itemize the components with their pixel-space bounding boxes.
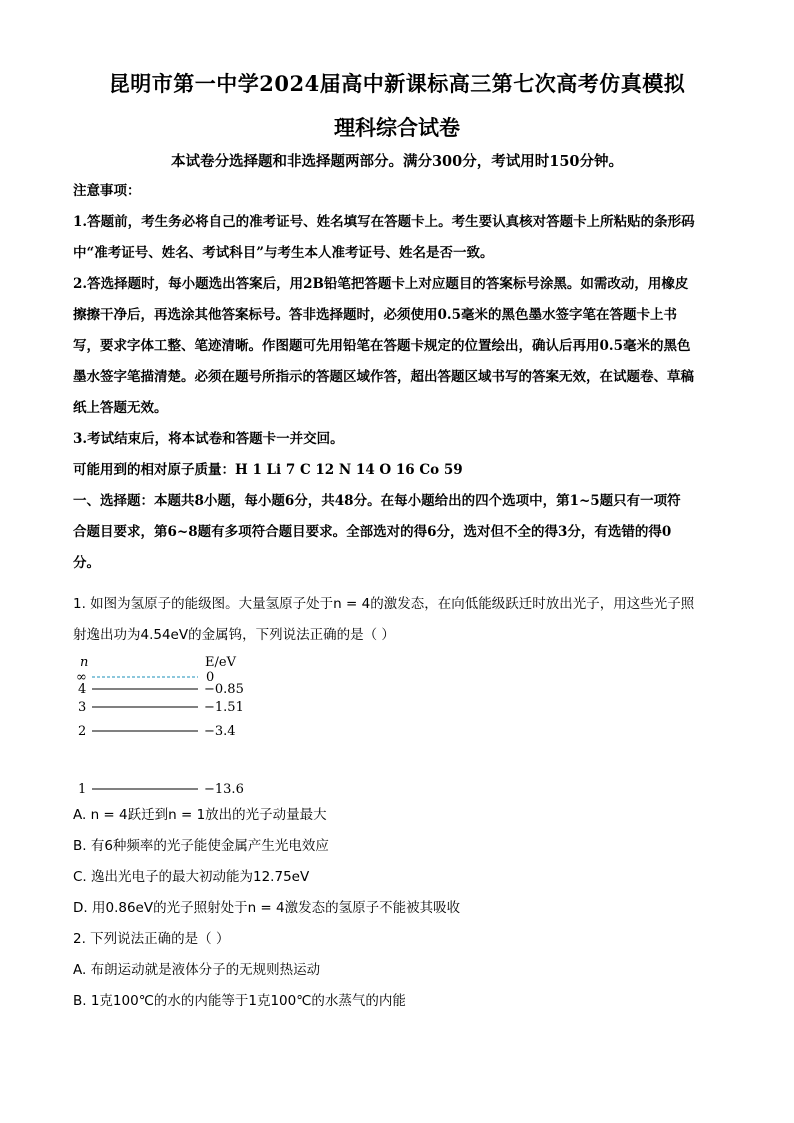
exam-title-line2: 理科综合试卷 — [334, 115, 460, 140]
q2-option-b: B. 1克100℃的水的内能等于1克100℃的水蒸气的内能 — [73, 993, 406, 1009]
q1-stem-line-2: 射逸出功为4.54eV的金属钨，下列说法正确的是（ ） — [73, 627, 395, 643]
atomic-masses: 可能用到的相对原子质量：H 1 Li 7 C 12 N 14 O 16 Co 59 — [73, 462, 463, 478]
q1-option-d: D. 用0.86eV的光子照射处于n = 4激发态的氢原子不能被其吸收 — [73, 900, 461, 916]
energy-level-diagram — [70, 652, 330, 802]
q1-option-a: A. n = 4跃迁到n = 1放出的光子动量最大 — [73, 807, 327, 823]
note-1-line-1: 1.答题前，考生务必将自己的准考证号、姓名填写在答题卡上。考生要认真核对答题卡上所粘贴的条形码 — [73, 214, 695, 230]
note-2-line-4: 墨水签字笔描清楚。必须在题号所指示的答题区域作答，超出答题区域书写的答案无效，在试题卷、草稿 — [73, 369, 694, 385]
notes-heading: 注意事项： — [73, 183, 141, 199]
level-inf-n: ∞ — [76, 670, 87, 685]
level-4-n: 4 — [78, 682, 87, 697]
level-1-n: 1 — [78, 782, 87, 797]
level-1-E: −13.6 — [204, 782, 244, 797]
note-3: 3.考试结束后，将本试卷和答题卡一并交回。 — [73, 431, 344, 447]
notes-section — [73, 176, 723, 579]
q2-stem: 2. 下列说法正确的是（ ） — [73, 931, 230, 947]
note-2-line-1: 2.答选择题时，每小题选出答案后，用2B铅笔把答题卡上对应题目的答案标号涂黑。如需改动，用橡皮 — [73, 276, 689, 292]
exam-title-line1: 昆明市第一中学2024届高中新课标高三第七次高考仿真模拟 — [108, 71, 686, 96]
level-2-E: −3.4 — [204, 724, 236, 739]
section1-line-3: 分。 — [73, 555, 100, 571]
exam-subtitle: 本试卷分选择题和非选择题两部分。满分300分，考试用时150分钟。 — [170, 153, 624, 170]
section1-line-1: 一、选择题：本题共8小题，每小题6分，共48分。在每小题给出的四个选项中，第1~5题只有一项符 — [73, 493, 681, 509]
level-3-E: −1.51 — [204, 700, 244, 715]
q2-option-a: A. 布朗运动就是液体分子的无规则热运动 — [73, 962, 321, 978]
section1-line-2: 合题目要求，第6~8题有多项符合题目要求。全部选对的得6分，选对但不全的得3分，有选错的得0 — [73, 524, 672, 540]
level-2-n: 2 — [78, 724, 87, 739]
note-1-line-2: 中“准考证号、姓名、考试科目”与考生本人准考证号、姓名是否一致。 — [73, 245, 494, 261]
axis-n-label: n — [80, 655, 89, 670]
note-2-line-5: 纸上答题无效。 — [73, 400, 168, 416]
q1-option-b: B. 有6种频率的光子能使金属产生光电效应 — [73, 838, 329, 854]
level-3-n: 3 — [78, 700, 87, 715]
level-inf-E: 0 — [206, 670, 215, 685]
note-2-line-3: 写，要求字体工整、笔迹清晰。作图题可先用铅笔在答题卡规定的位置绘出，确认后再用0.5毫米的黑色 — [73, 338, 691, 354]
note-2-line-2: 擦擦干净后，再选涂其他答案标号。答非选择题时，必须使用0.5毫米的黑色墨水签字笔在答题卡上书 — [73, 307, 677, 323]
q1-stem-line-1: 1. 如图为氢原子的能级图。大量氢原子处于n = 4的激发态，在向低能级跃迁时放出光子，用这些光子照 — [73, 596, 695, 612]
question-1-options — [73, 800, 723, 1017]
level-4-E: −0.85 — [204, 682, 244, 697]
question-1-stem — [73, 589, 723, 651]
axis-energy-label: E/eV — [205, 655, 236, 670]
q1-option-c: C. 逸出光电子的最大初动能为12.75eV — [73, 869, 310, 885]
